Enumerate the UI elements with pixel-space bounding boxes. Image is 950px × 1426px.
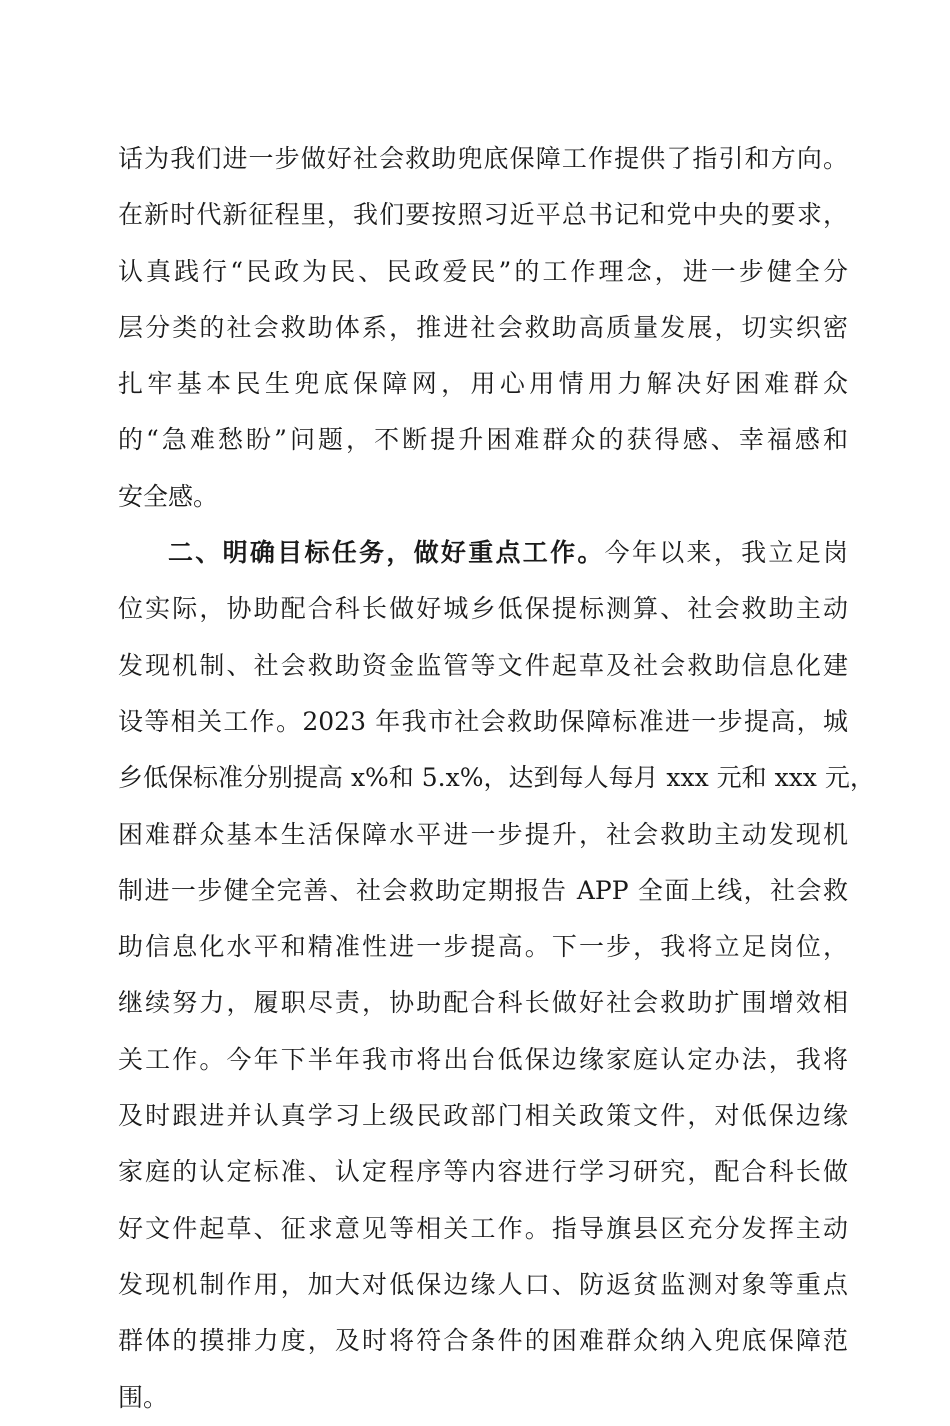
paragraph-line: 扎牢基本民生兜底保障网，用心用情用力解决好困难群众 <box>118 369 848 399</box>
paragraph-line: 发现机制作用，加大对低保边缘人口、防返贫监测对象等重点 <box>118 1269 848 1299</box>
paragraph-line: 乡低保标准分别提高 x%和 5.x%，达到每人每月 xxx 元和 xxx 元， <box>118 763 875 793</box>
paragraph-line: 继续努力，履职尽责，协助配合科长做好社会救助扩围增效相 <box>118 988 848 1018</box>
paragraph-line: 家庭的认定标准、认定程序等内容进行学习研究，配合科长做 <box>118 1157 848 1187</box>
paragraph-line: 发现机制、社会救助资金监管等文件起草及社会救助信息化建 <box>118 650 848 680</box>
paragraph-text: 今年以来，我立足岗 <box>604 538 848 568</box>
paragraph-1 <box>118 131 848 525</box>
section-heading: 二、明确目标任务，做好重点工作。 <box>168 538 605 568</box>
paragraph-line: 设等相关工作。2023 年我市社会救助保障标准进一步提高，城 <box>118 706 848 736</box>
paragraph-line: 制进一步健全完善、社会救助定期报告 APP 全面上线，社会救 <box>118 875 848 905</box>
paragraph-line: 在新时代新征程里，我们要按照习近平总书记和党中央的要求， <box>118 200 848 230</box>
paragraph-line: 位实际，协助配合科长做好城乡低保提标测算、社会救助主动 <box>118 594 848 624</box>
paragraph-2 <box>118 525 875 1426</box>
paragraph-line: 认真践行“民政为民、民政爱民”的工作理念，进一步健全分 <box>118 256 848 286</box>
paragraph-line: 困难群众基本生活保障水平进一步提升，社会救助主动发现机 <box>118 819 848 849</box>
paragraph-line: 层分类的社会救助体系，推进社会救助高质量发展，切实织密 <box>118 312 848 342</box>
paragraph-line: 好文件起草、征求意见等相关工作。指导旗县区充分发挥主动 <box>118 1213 848 1243</box>
paragraph-line: 安全感。 <box>118 481 219 511</box>
paragraph-line: 关工作。今年下半年我市将出台低保边缘家庭认定办法，我将 <box>118 1044 848 1074</box>
paragraph-first-line <box>118 525 848 581</box>
paragraph-line: 群体的摸排力度，及时将符合条件的困难群众纳入兜底保障范 <box>118 1326 848 1356</box>
paragraph-line: 围。 <box>118 1382 169 1412</box>
document-body <box>118 131 875 1426</box>
paragraph-line: 助信息化水平和精准性进一步提高。下一步，我将立足岗位， <box>118 932 848 962</box>
paragraph-line: 及时跟进并认真学习上级民政部门相关政策文件，对低保边缘 <box>118 1101 848 1131</box>
paragraph-line: 的“急难愁盼”问题，不断提升困难群众的获得感、幸福感和 <box>118 425 848 455</box>
paragraph-line: 话为我们进一步做好社会救助兜底保障工作提供了指引和方向。 <box>118 144 848 173</box>
